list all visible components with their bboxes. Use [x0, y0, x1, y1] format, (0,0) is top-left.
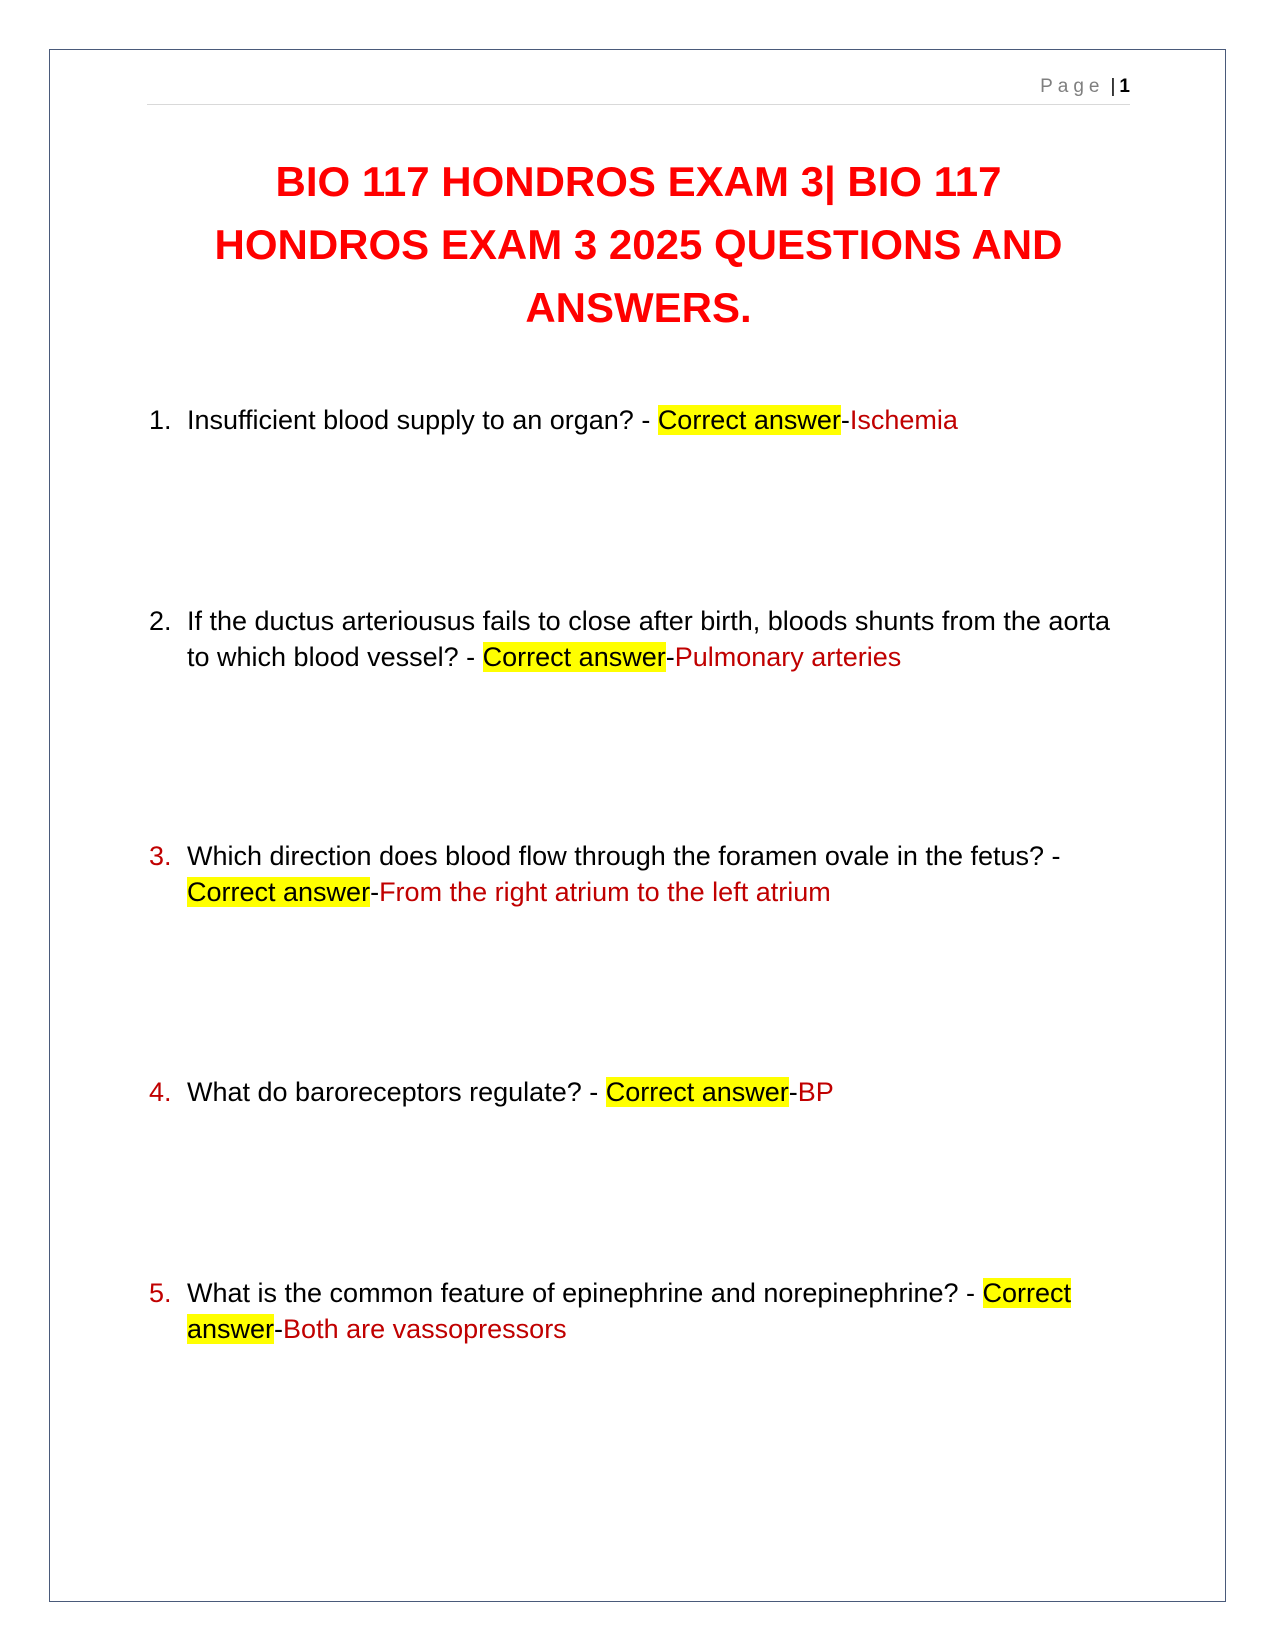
question-body: If the ductus arteriousus fails to close after birth, bloods shunts from the aorta to which blood vessel? - Correct answer-Pulmonary arteries	[187, 606, 1110, 672]
question-item-5	[147, 1275, 1130, 1347]
header-page-label: Page	[1040, 76, 1105, 97]
question-body: What is the common feature of epinephrine and norepinephrine? - Correct answer-Both are vassopressors	[187, 1278, 1072, 1344]
title-line-2: HONDROS EXAM 3 2025 QUESTIONS AND	[214, 221, 1063, 268]
answer-text: From the right atrium to the left atrium	[379, 877, 831, 907]
question-body: Which direction does blood flow through the foramen ovale in the fetus? - Correct answer-From the right atrium to the left atrium	[187, 841, 1061, 907]
document-title	[147, 150, 1130, 339]
question-number: 3.	[149, 841, 172, 871]
question-item-3	[147, 838, 1130, 910]
question-number: 4.	[149, 1077, 172, 1107]
page-header	[147, 76, 1130, 105]
correct-answer-label: Correct answer	[187, 1278, 1072, 1344]
header-separator: |	[1110, 76, 1116, 97]
question-number: 2.	[149, 606, 172, 636]
question-number: 1.	[149, 405, 172, 435]
question-body: What do baroreceptors regulate? - Correct answer-BP	[187, 1077, 834, 1107]
header-page-number: 1	[1119, 76, 1130, 97]
question-item-2	[147, 603, 1130, 675]
question-item-4	[147, 1074, 1130, 1110]
answer-text: Pulmonary arteries	[674, 642, 902, 672]
question-item-1	[147, 402, 1130, 438]
question-text: What do baroreceptors regulate? -	[187, 1077, 606, 1107]
correct-answer-label: Correct answer	[187, 877, 371, 907]
question-text: If the ductus arteriousus fails to close after birth, bloods shunts from the aorta to which blood vessel? -	[187, 606, 1110, 672]
title-line-1: BIO 117 HONDROS EXAM 3| BIO 117	[275, 158, 1002, 205]
answer-text: BP	[797, 1077, 834, 1107]
answer-text: Ischemia	[849, 405, 958, 435]
question-body: Insufficient blood supply to an organ? - Correct answer-Ischemia	[187, 405, 958, 435]
correct-answer-label: Correct answer	[605, 1077, 789, 1107]
question-number: 5.	[149, 1278, 172, 1308]
title-line-3: ANSWERS.	[525, 284, 752, 331]
question-text: Insufficient blood supply to an organ? -	[187, 405, 658, 435]
answer-text: Both are vassopressors	[283, 1314, 567, 1344]
correct-answer-label: Correct answer	[482, 642, 666, 672]
correct-answer-label: Correct answer	[657, 405, 841, 435]
question-text: Which direction does blood flow through the foramen ovale in the fetus? -	[187, 841, 1061, 871]
question-text: What is the common feature of epinephrine and norepinephrine? -	[187, 1278, 983, 1308]
